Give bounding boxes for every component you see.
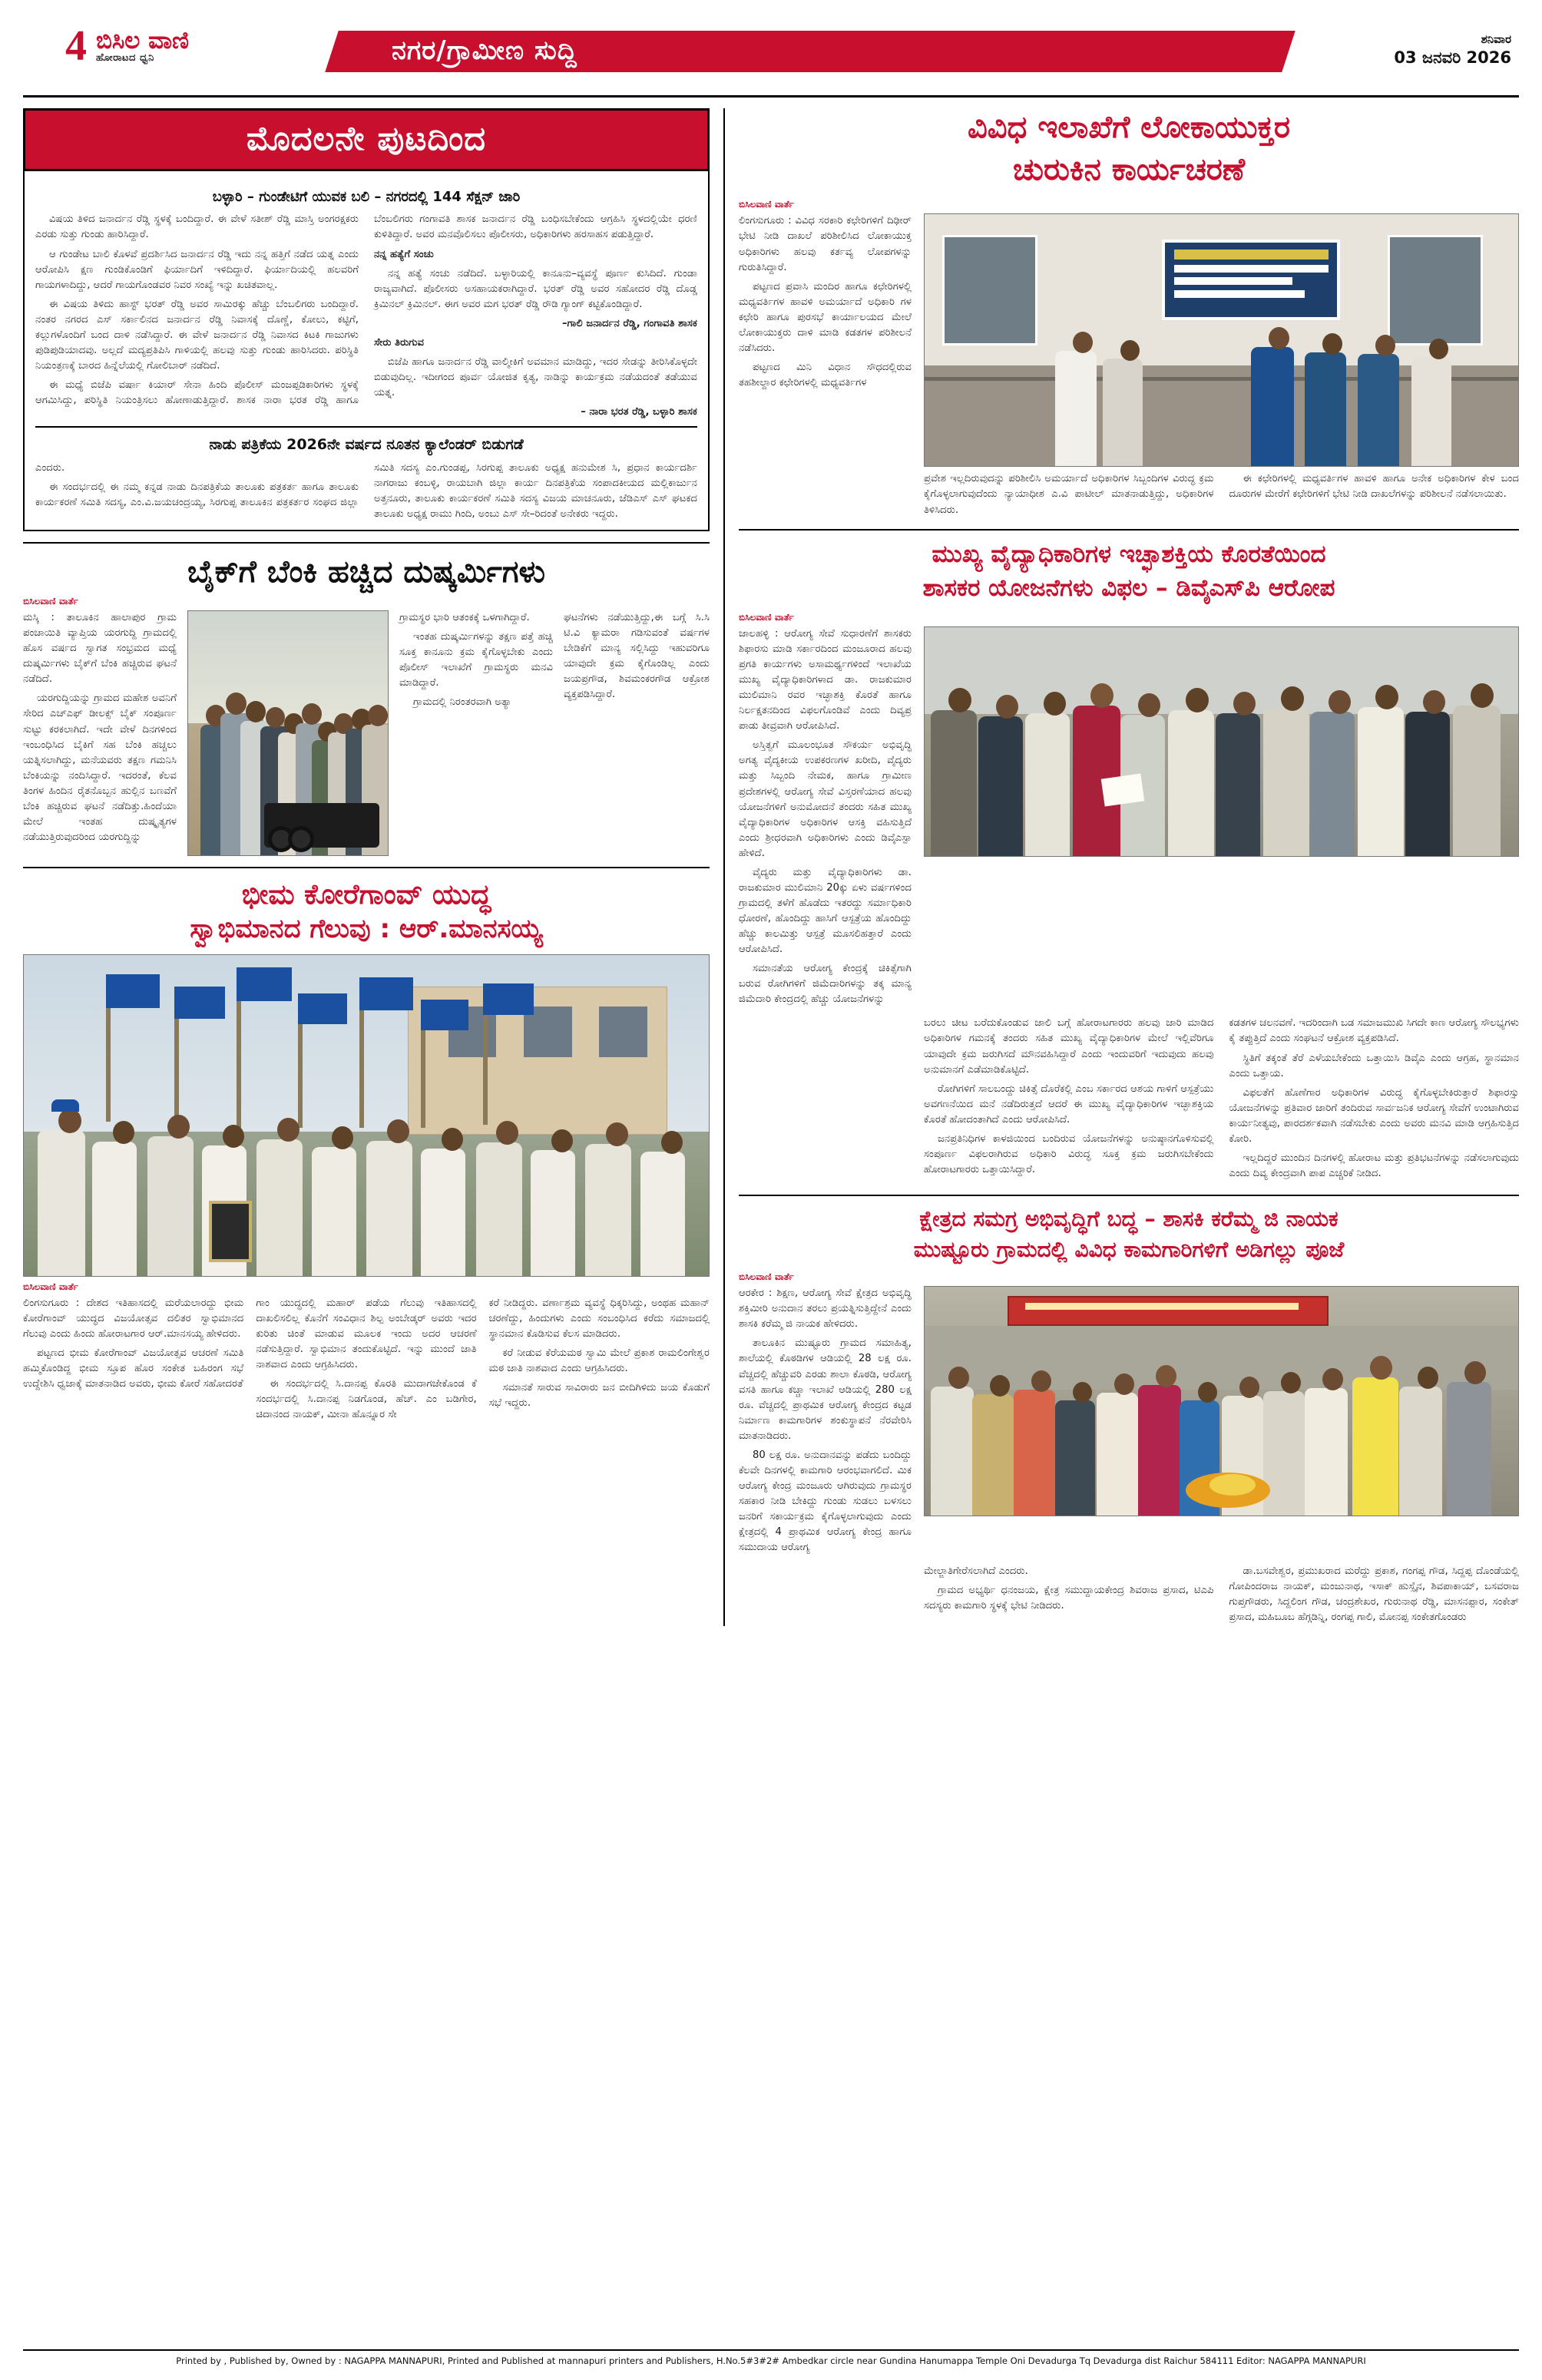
paragraph: ಪಟ್ಟಣದ ಭೀಮ ಕೋರೆಗಾಂವ್ ವಿಜಯೋತ್ಸವ ಆಚರಣೆ ಸಮಿತಿ ಹಮ್ಮಿಕೊಂಡಿದ್ದ ಭೀಮ ಸ್ತೂಪ ಹೊರ ಸಂಕೇತ ಬಹಿರಂಗ ಸಭೆ ಉದ್ದೇಶಿಸಿ ಧ್ವಜಾಕ್ಕೆ ಮಾತನಾಡಿದ ಅವರು, ಭೀಮ ಕೋರೆ ಸಹೋದರತೆ	[23, 1347, 244, 1390]
photo-health-protest	[924, 626, 1519, 857]
story-bike-col1	[23, 610, 177, 856]
story-koregaon-col1	[23, 1296, 243, 1427]
section-divider	[23, 867, 710, 868]
paragraph: ಸ್ಥಿತಿಗೆ ತಕ್ಕಂತೆ ತೆರೆ ಎಳೆಯಬೇಕೆಂದು ಒತ್ತಾಯಿಸಿ ಡಿವೈಎ ಎಂದು ಆಗ್ರಹ, ಸ್ಥಾನಮಾನ ಎಂದು ಒತ್ತಾಯ.	[1229, 1052, 1519, 1079]
paragraph-subhead: ಸೇರು ತಿರುಗುವ	[374, 336, 425, 349]
story-health-headline-1: ಮುಖ್ಯ ವೈದ್ಯಾಧಿಕಾರಿಗಳ ಇಚ್ಛಾಶಕ್ತಿಯ ಕೊರತೆಯಿಂದ	[931, 540, 1326, 568]
story-koregaon-headline-1: ಭೀಮ ಕೋರೆಗಾಂವ್ ಯುದ್ಧ	[241, 879, 491, 911]
story-calendar-body	[35, 461, 697, 522]
story-lokayukta-headline-1: ವಿವಿಧ ಇಲಾಖೆಗೆ ಲೋಕಾಯುಕ್ತರ	[967, 110, 1291, 145]
story-bike-headline: ಬೈಕ್‌ಗೆ ಬೆಂಕಿ ಹಚ್ಚಿದ ದುಷ್ಕರ್ಮಿಗಳು	[187, 554, 545, 590]
right-column	[723, 108, 1519, 1626]
publication-name: ಬಿಸಿಲ ವಾಣಿ	[96, 26, 189, 55]
story-bellary-body	[35, 212, 697, 420]
story-koregaon-byline: ಬಿಸಿಲವಾಣಿ ವಾರ್ತೆ	[23, 1281, 78, 1292]
story-health-col1	[739, 626, 912, 1012]
page-number: 4	[65, 22, 87, 70]
paragraph: ಕರೆ ನೀಡುವ ಕೆರೆಯಮಠ ಸ್ವಾಮಿ ಮೇಲೆ ಪ್ರಕಾಶ ರಾಮಲಿಂಗೇಶ್ವರ ಮಠ ಜಾತಿ ನಾಶವಾದ ಎಂದು ಆಗ್ರಹಿಸಿದರು.	[488, 1347, 710, 1374]
paragraph: ತಾಲೂಕಿನ ಮುಷ್ಟೂರು ಗ್ರಾಮದ ಸಮಾಹಿತ್ಯ, ಶಾಲೆಯಲ್ಲಿ ಕೊಠಡಿಗಳ ಆಡಿಯಲ್ಲಿ 28 ಲಕ್ಷ ರೂ. ವೆಚ್ಚದಲ್ಲಿ ಹೆಚ್ಚುವರಿ ಎರಡು ಶಾಲಾ ಕೊಠಡಿ, ಆರೋಗ್ಯ ವಸತಿ ಹಾಗೂ ಕಚ್ಚಾ ಇಲಾಖೆ ಆಡಿಯಲ್ಲಿ 280 ಲಕ್ಷ ರೂ. ವೆಚ್ಚದಲ್ಲಿ ಪ್ರಾಥಮಿಕ ಆರೋಗ್ಯ ಕೇಂದ್ರದ ಕಟ್ಟಡ ನಿರ್ಮಾಣ ಕಾಮಗಾರಿಗಳ ಶಂಕುಸ್ಥಾಪನೆ ನೆರವೇರಿಸಿ ಮಾತನಾಡಿದರು.	[739, 1337, 912, 1442]
story-koregaon-headline-2: ಸ್ವಾಭಿಮಾನದ ಗೆಲುವು : ಆರ್.ಮಾನಸಯ್ಯ	[190, 914, 543, 945]
photo-burnt-bike	[187, 610, 389, 856]
story-mla-col2	[924, 1564, 1519, 1625]
quote-attribution: –ಗಾಲಿ ಜನಾರ್ದನ ರೆಡ್ಡಿ, ಗಂಗಾವತಿ ಶಾಸಕ	[561, 317, 697, 329]
paragraph: ಇಲ್ಲದಿದ್ದರೆ ಮುಂದಿನ ದಿನಗಳಲ್ಲಿ ಹೋರಾಟ ಮತ್ತು ಪ್ರತಿಭಟನೆಗಳನ್ನು ನಡೆಸಲಾಗುವುದು ಎಂದು ದಿವ್ಯ ಕೇಂದ್ರವಾಗಿ ಪಾಪ ಎಚ್ಚರಿಕೆ ನೀಡಿದ.	[1229, 1152, 1519, 1179]
paragraph: ವೈದ್ಯರು ಮತ್ತು ವೈದ್ಯಾಧಿಕಾರಿಗಳು ಡಾ. ರಾಜಕುಮಾರ ಮುಲಿಮಾನಿ 20ಕ್ಕು ಏಳು ವರ್ಷಗಳಿಂದ ಗ್ರಾಮದಲ್ಲಿ ತಳೆಗೆ ಹೊಡೆದು ಇತರದ್ದು ಸರ್ಮಾಧಿಕಾರಿ ಧೋರಣೆ, ಹೊಂದಿದ್ದು ಹಾಸಿಗೆ ಆಸ್ಪತ್ರೆಯ ಹೊಂದಿದ್ದು ಹೆಚ್ಚು ಕಾಲಮಿತ್ತು ಆಸ್ಪತ್ರೆ ಮೂಸಲಿಹತ್ತಾರೆ ಎಂದು ಆರೋಪಿಸಿದೆ.	[739, 866, 912, 956]
publication-tagline: ಹೋರಾಟದ ಧ್ವನಿ	[96, 52, 154, 64]
story-mla-col1	[739, 1286, 912, 1559]
paragraph: ಡಾ.ಬಸವೇಶ್ವರ, ಪ್ರಮುಖರಾದ ಮರೆದ್ದು ಪ್ರಕಾಶ, ಗಂಗಪ್ಪ ಗೌಡ, ಸಿದ್ದಪ್ಪ ದೊಂಡೆಯಲ್ಲಿ ಗೋಪಿಂದರಾಜ ನಾಯಕ್, ಮಂಜುನಾಥ, ಇಸಾಕ್ ಹುಸ್ಸೈನ, ಶಿವಪಾಕಾಯ್, ಬಸವರಾಜ ಗುಪ್ತಗೌಡರು, ಸಿದ್ದಲಿಂಗ ಗೌಡ, ಚಂದ್ರಶೇಖರ, ಗುರುನಾಥ ರೆಡ್ಡಿ, ಮಾಸನಪ್ಪಾರ, ಸಂಕೇತ್ ಪ್ರಸಾದ, ಮಹಿಬೂಬ ಹೆಗ್ಗಡಿನ್ನಿ, ರಂಗಪ್ಪ ಗಾಲಿ, ಮೋನಪ್ಪ ಸಂಕೇತಗೊಂಡರು	[1229, 1565, 1519, 1624]
story-koregaon-col3	[489, 1296, 710, 1427]
story-lokayukta-headline-2: ಚುರುಕಿನ ಕಾರ್ಯಚರಣೆ	[1012, 152, 1246, 188]
story-lokayukta-byline: ಬಿಸಿಲವಾಣಿ ವಾರ್ತೆ	[739, 199, 794, 210]
jump-headline-text: ಮೊದಲನೇ ಪುಟದಿಂದ	[246, 120, 487, 158]
story-bike-col4	[564, 610, 710, 856]
story-health-byline: ಬಿಸಿಲವಾಣಿ ವಾರ್ತೆ	[739, 611, 794, 623]
paragraph: ಮಸ್ಕಿ : ತಾಲೂಕಿನ ಹಾಲಾಪುರ ಗ್ರಾಮ ಪಂಚಾಯಿತಿ ವ್ಯಾಪ್ತಿಯ ಯರಗುದ್ದಿ ಗ್ರಾಮದಲ್ಲಿ ಹೊಸ ವರ್ಷದ ಸ್ವಾಗತ ಸಂಭ್ರಮದ ಮಧ್ಯೆ ದುಷ್ಕರ್ಮಿಗಳು ಬೈಕ್‌ಗೆ ಬೆಂಕಿ ಹಚ್ಚಿರುವ ಘಟನೆ ನಡೆದಿದೆ.	[23, 612, 177, 686]
paragraph: ಈ ಕಛೇರಿಗಳಲ್ಲಿ ಮಧ್ಯವರ್ತಿಗಳ ಹಾವಳಿ ಹಾಗೂ ಅನೇಕ ಅಧಿಕಾರಿಗಳ ಕೇಳ ಬಂದ ದೂರುಗಳ ಮೇರೆಗೆ ಕಛೇರಿಗಳಿಗೆ ಭೇಟಿ ನೀಡಿ ದಾಖಲೆಗಳನ್ನು ಪರಿಶೀಲನೆ ನಡೆಸಲಾಯಿತು.	[1229, 473, 1519, 501]
paragraph: ಸಮಾನತೆ ಸಾರುವ ಸಾವಿರಾರು ಜನ ಬೀದಿಗಿಳಿದು ಜಯ ಕೊಡುಗೆ ಸಭೆ ಇದ್ದರು.	[488, 1381, 710, 1410]
section-divider	[23, 542, 710, 544]
paragraph: ಸಮಾನತೆಯ ಆರೋಗ್ಯ ಕೇಂದ್ರಕ್ಕೆ ಚಿಕಿತ್ಸೆಗಾಗಿ ಬರುವ ರೋಗಿಗಳಿಗೆ ಜಿಮೆದಾರಿಗಳನ್ನು ತಕ್ಕ ಮಾನ್ಯ ಜಿಮೆದಾರಿ ಕೇಂದ್ರದಲ್ಲಿ ಹೆಚ್ಚು ಯೋಜನೆಗಳನ್ನು	[739, 963, 912, 1006]
story-lokayukta-lower	[739, 471, 1519, 517]
paragraph: ಕಡತಗಳ ಚಲನವಣೆ. ಇದರಿಂದಾಗಿ ಬಡ ಸಮಾಜಮುಖಿ ಸಿಗದೇ ಕಾಣ ಆರೋಗ್ಯ ಸೌಲಭ್ಯಗಳು ಕೈ ತಪ್ಪುತ್ತಿದೆ ಎಂದು ಸಂಘಟನೆ ಆಕ್ರೋಶ ವ್ಯಕ್ತಪಡಿಸಿದೆ.	[1229, 1017, 1520, 1045]
paragraph: ಅಸ್ತಿತ್ವಗೆ ಮೂಲಂಭೂತ ಸೌಕರ್ಯ ಅಭಿವೃದ್ಧಿ ಅಗತ್ಯ ವೈದ್ಯಕೀಯ ಉಪಕರಣಗಳ ಖರೀದಿ, ವೈದ್ಯರು ಮತ್ತು ಸಿಬ್ಬಂದಿ ನೇಮಕ, ಹಾಗೂ ಗ್ರಾಮೀಣ ಪ್ರದೇಶಗಳಲ್ಲಿ ಆರೋಗ್ಯ ಸೇವೆ ವಿಸ್ತರಣೆಯಾದ ಹಲವು ಯೋಜನೆಗಳಿಗೆ ಅನುಮೋದನೆ ತಂದರು ಸಹಿತ ಮುಖ್ಯ ವೈದ್ಯಾಧಿಕಾರಿಗಳ ಅಧಿಕಾರಿಗಳ ಆಸಕ್ತಿ ವಹಿಸುತ್ತಿದೆ ಎಂದು ಶ್ರೀಧರವಾಗಿ ಅಧಿಕಾರಿಗಳು ಎಂದು ಡಿವೈಎಸ್ಪಾ ಹೇಳಿದೆ.	[739, 739, 912, 859]
paragraph: ಗ್ರಾಮದ ಅಭ್ಯರ್ಥಿ ಧನಂಜಯ, ಕ್ಷೇತ್ರ ಸಮುದ್ದಾಯಕೇಂದ್ರ ಶಿವರಾಜ ಪ್ರಸಾದ, ಟಿಎಪಿ ಸದಸ್ಯರು ಕಾಮಗಾರಿ ಸ್ಥಳಕ್ಕೆ ಭೇಟಿ ನೀಡಿದರು.	[924, 1585, 1214, 1612]
paragraph: ವಿಷಯ ತಿಳಿದ ಜನಾರ್ದನ ರೆಡ್ಡಿ ಸ್ಥಳಕ್ಕೆ ಬಂದಿದ್ದಾರೆ. ಈ ವೇಳೆ ಸತೀಶ್ ರೆಡ್ಡಿ ಮಾಸ್ತಿ ಅಂಗರಕ್ಷಕರು ಎರಡು ಸುತ್ತು ಗುಂಡು ಹಾರಿಸಿದ್ದಾರೆ.	[35, 213, 359, 241]
story-health-content	[739, 626, 1519, 1012]
masthead-date-block	[1289, 20, 1519, 68]
story-bellary-subhead: ಬಳ್ಳಾರಿ – ಗುಂಡೇಟಿಗೆ ಯುವಕ ಬಲಿ – ನಗರದಲ್ಲಿ 144 ಸೆಕ್ಷನ್ ಜಾರಿ	[212, 189, 521, 205]
paragraph: ಜನಪ್ರತಿನಿಧಿಗಳ ಕಾಳಜಿಯಿಂದ ಬಂದಿರುವ ಯೋಜನೆಗಳನ್ನು ಅನುಷ್ಠಾನಗೊಳಿಸುವಲ್ಲಿ ಸಂಪೂರ್ಣ ವಿಫಲರಾಗಿರುವ ಅಧಿಕಾರಿ ವಿರುದ್ಧ ಸೂಕ್ತ ಕ್ರಮ ಜರುಗಿಸಬೇಕೆಂದು ಹೋರಾಟಗಾರರು ಒತ್ತಾಯಿಸಿದ್ದಾರೆ.	[924, 1132, 1214, 1175]
paragraph: ಈ ವಿಷಯ ತಿಳಿದು ಹಾಸ್ಟ್ ಭರತ್ ರೆಡ್ಡಿ ಅವರ ಸಾಮಿರಕ್ಕು ಹೆಚ್ಚು ಬೆಂಬಲಿಗರು ಬಂದಿದ್ದಾರೆ. ನಂತರ ನಗರದ ಎಸ್ ಸರ್ಕಾಲಿನದ ಜನಾರ್ದನ ರೆಡ್ಡಿ ನಿವಾಸಕ್ಕೆ ದೊಣ್ಣೆ, ಕೋಲು, ಕಟ್ಟಿಗೆ, ಕಲ್ಲುಗಳೊಂದಿಗೆ ಬಂದ ದಾಳಿ ನಡೆಸಿದ್ದಾರೆ. ಈ ವೇಳೆ ಜನಾರ್ದನ ರೆಡ್ಡಿ ನಿವಾಸದ ಕಿಟಕಿ ಗಾಜುಗಳು ಪುಡಿಪುಡಿಯಾದವು. ಅಲ್ಲದೆ ಮದ್ಯಪ್ರತಿಪಿಸಿ ಗಾಳಿಯಲ್ಲಿ ಹಲವು ಸುತ್ತು ಗುಂಡು ಹಾರಿಸಿದರು. ಪರಿಸ್ಥಿತಿ ನಿಯಂತ್ರಣಕ್ಕೆ ಬಾರದ ಹಿನ್ನೆಲೆಯಲ್ಲಿ ಗೋಲಿಬಾರ್ ನಡೆದಿದೆ.	[35, 298, 359, 372]
story-health-col23	[924, 1016, 1519, 1183]
story-koregaon-col2	[256, 1296, 476, 1427]
section-title: ನಗರ/ಗ್ರಾಮೀಣ ಸುದ್ದಿ	[392, 35, 577, 66]
story-mla-headline-1: ಕ್ಷೇತ್ರದ ಸಮಗ್ರ ಅಭಿವೃದ್ಧಿಗೆ ಬದ್ಧ – ಶಾಸಕಿ ಕರೆಮ್ಮ ಜಿ ನಾಯಕ	[919, 1205, 1338, 1231]
paragraph: ಈ ಮಧ್ಯೆ ಬಿಜೆಪಿ ವರ್ಷಾ ಕಿಯಾರ್ ಸೇನಾ ಹಿಂದಿ ಪೊಲೀಸ್ ಮಂಜಪ್ಪಡಿಕಾರಿಗಳು ಸ್ಥಳಕ್ಕೆ ಆಗಮಿಸಿದ್ದು, ಪರಿಸ್ಥಿತಿ ನಿಯಂತ್ರಿಸಲು ಹೋಣಾಡುತ್ತಿದ್ದಾರೆ. ಶಾಸಕ ನಾರಾ ಭರತ ರೆಡ್ಡಿ ಹಾಗೂ ಬೆಂಬಲಿಗರು ಗಂಗಾವತಿ ಶಾಸಕ ಜನಾರ್ದನ ರೆಡ್ಡಿ ಬಂಧಿಸಬೇಕೆಂದು ಆಗ್ರಹಿಸಿ ಸ್ಥಳದಲ್ಲಿಯೇ ಧರಣಿ ಕುಳಿತಿದ್ದಾರೆ. ಅವರ ಮನವೊಲಿಸಲು ಪೊಲೀಸರು, ಅಧಿಕಾರಿಗಳು ಹರಸಾಹಸ ಪಡುತ್ತಿದ್ದಾರೆ.	[35, 213, 697, 407]
section-divider	[739, 529, 1519, 531]
page-footer: Printed by , Published by, Owned by : NAGAPPA MANNAPURI, Printed and Published at mannapuri printers and Publishers, H.No.5#3#2# Ambedkar circle near Gundina Hanumappa Temple Oni Devadurga Tq Devadurga dist Raichur 584111 Editor: NAGAPPA MANNAPURI	[23, 2349, 1519, 2366]
paragraph: ಗ್ರಾಮದಲ್ಲಿ ನಿರಂತರವಾಗಿ ಅತ್ಯಾ	[413, 696, 512, 709]
section-divider	[739, 1195, 1519, 1196]
masthead	[23, 20, 1519, 91]
paragraph: ಮೇಲ್ಜಾತಿಗೇರೆಸಲಾಗಿದೆ ಎಂದರು.	[924, 1565, 1028, 1578]
paragraph-subhead: ನನ್ನ ಹತ್ಯೆಗೆ ಸಂಚು	[374, 248, 434, 260]
masthead-section-band	[346, 20, 1289, 75]
paragraph: ಜಾಲಹಳ್ಳಿ : ಆರೋಗ್ಯ ಸೇವೆ ಸುಧಾರಣೆಗೆ ಶಾಸಕರು ಶಿಫಾರಸು ಮಾಡಿ ಸರ್ಕಾರದಿಂದ ಮಂಜೂರಾದ ಹಲವು ಪ್ರಗತಿ ಕಾರ್ಯಗಳು ಅಸಾಮರ್ಥ್ಯಗಳಿಂದೆ ಇಲಾಖೆಯ ಮುಖ್ಯ ವೈದ್ಯಾಧಿಕಾರಿಗಳಾದ ಡಾ. ರಾಜಕುಮಾರ ಮುಲಿಮಾನಿ ರವರ ಇಚ್ಛಾಶಕ್ತಿ ಕೊರತೆ ಹಾಗೂ ನಿರ್ಲಕ್ಷತನದಿಂದ ವಿಫಲಗೊಂಡಿವೆ ಎಂದು ದಿವ್ಯಪ್ರ ಪಾಡು ತೀವ್ರವಾಗಿ ಆರೋಪಿಸಿದೆ.	[739, 627, 912, 732]
paragraph: ಆರಕೇರ : ಶಿಕ್ಷಣ, ಆರೋಗ್ಯ ಸೇವೆ ಕ್ಷೇತ್ರದ ಅಭಿವೃದ್ಧಿ ಶಕ್ತಿಮೀರಿ ಅನುದಾನ ತರಲು ಪ್ರಯತ್ನಿಸುತ್ತಿದ್ದೇನೆ ಎಂದು ಶಾಸಕಿ ಕರೆಮ್ಮ ಜಿ ನಾಯಕ ಹೇಳಿದರು.	[739, 1288, 912, 1330]
paragraph: ಆ ಗುಂಡೇಟ ಬಾಲಿ ಕೊಳವೆ ಪ್ರದರ್ಶಿಸಿದ ಜನಾರ್ದನ ರೆಡ್ಡಿ ಇದು ನನ್ನ ಹತ್ತಿಗೆ ನಡೆದ ಯತ್ನ ಎಂದು ಆರೋಪಿಸಿ ಕ್ಷಣ ಗುಂಡಿಕೊಂಡಿಗೆ ಫಿರ್ಯಾದಿಗೆ ಇಳಿದಿದ್ದಾರೆ. ಫಿರ್ಯಾದಿಯಲ್ಲಿ ಹಲವರಿಗೆ ಗಾಯಗಳಾದಿದ್ದು, ಆದರೆ ಗಾಯಗೊಂಡವರ ನಿವರ ಸಂಖ್ಯೆ ಇನ್ನು ಖಚಿತವಾಲ್ಲ.	[35, 248, 359, 291]
paragraph: 80 ಲಕ್ಷ ರೂ. ಅನುದಾನವನ್ನು ಪಡೆದು ಬಂದಿದ್ದು ಕೆಲವೇ ದಿನಗಳಲ್ಲಿ ಕಾಮಗಾರಿ ಆರಂಭವಾಗಲಿದೆ. ಮಿಕ ಆರೋಗ್ಯ ಕೇಂದ್ರ ಮಂಜೂರು ಆಗಿರುವುದು ಗ್ರಾಮಸ್ಥರ ಸಹಕಾರ ನೀಡಿ ಬೇಕಿದ್ದು ಗುಂಡು ಸುಡಲು ಬಳಸಲು ಜನರಿಗೆ ಸಕಾರ್ಯಕ್ರಮ ಕೈಗೊಳ್ಳಲಾಗುವುದು ಎಂದು ಕ್ಷೇತ್ರದಲ್ಲಿ 4 ಪ್ರಾಥಮಿಕ ಆರೋಗ್ಯ ಕೇಂದ್ರ ಹಾಗೂ ಸಮುದಾಯ ಆರೋಗ್ಯ	[739, 1449, 912, 1554]
jump-headline-box	[23, 108, 710, 171]
paragraph: ನನ್ನ ಹತ್ಯೆ ಸಂಚು ನಡೆದಿದೆ. ಬಳ್ಳಾರಿಯಲ್ಲಿ ಕಾನೂನು–ವ್ಯವಸ್ಥೆ ಪೂರ್ಣ ಕುಸಿದಿದೆ. ಗುಂಡಾ ರಾಜ್ಯವಾಗಿದೆ. ಪೊಲೀಸರು ಅಸಹಾಯಕರಾಗಿದ್ದಾರೆ. ಭರತ್ ರೆಡ್ಡಿ ಅವರ ಸಹೋದರ ರೆಡ್ಡಿ ದೊಡ್ಡ ಕ್ರಿಮಿನಲ್ ಕ್ರಿಮಿನಲ್. ಈಗ ಅವರ ಮಗ ಭರತ್ ರೆಡ್ಡಿ ರೌಡಿ ಗ್ಯಾಂಗ್ ಕಟ್ಟಿಕೊಂಡಿದ್ದಾರೆ.	[374, 267, 697, 310]
quote-attribution: – ನಾರಾ ಭರತ ರೆಡ್ಡಿ, ಬಳ್ಳಾರಿ ಶಾಸಕ	[581, 406, 697, 418]
story-lokayukta-col1	[739, 213, 912, 467]
story-bike-col3	[399, 610, 553, 856]
paragraph: ಪ್ರವೇಶ ಇಲ್ಲದಿರುವುದನ್ನು ಪರಿಶೀಲಿಸಿ ಅಮರ್ಯಾದೆ ಅಧಿಕಾರಿಗಳ ಸಿಬ್ಬಂದಿಗಳ ವಿರುದ್ಧ ಕ್ರಮ ಕೈಗೊಳ್ಳಲಾಗುವುದೆಂದು ನ್ಯಾಯಾಧೀಶ ಎ.ವಿ ಪಾಟೀಲ್ ಮಾತನಾಡುತ್ತಿದ್ದು, ಅಧಿಕಾರಿಗಳ ತಿಳಿಸಿದರು.	[924, 473, 1214, 516]
story-bike-content	[23, 610, 710, 856]
date-label: 03 ಜನವರಿ 2026	[1394, 48, 1511, 67]
paragraph: ಗ್ರಾಮಸ್ಥರ ಭಾರಿ ಆತಂಕಕ್ಕೆ ಒಳಗಾಗಿದ್ದಾರೆ.	[399, 612, 530, 624]
photo-lokayukta-office	[924, 213, 1519, 467]
story-lokayukta-content	[739, 213, 1519, 467]
story-calendar-subhead: ನಾಡು ಪತ್ರಿಕೆಯ 2026ನೇ ವರ್ಷದ ನೂತನ ಕ್ಯಾಲೆಂಡರ್ ಬಿಡುಗಡೆ	[209, 436, 524, 454]
masthead-logo-block	[23, 20, 346, 68]
paragraph: ಬರಲು ಚೀಟ ಬರೆದುಕೊಂಡುವ ಜಾಲಿ ಬಗ್ಗೆ ಹೋರಾಟಗಾರರು ಹಲವು ಜಾರಿ ಮಾಡಿದ ಅಧಿಕಾರಿಗಳ ಗಮನಕ್ಕೆ ತಂದರು ಸಹಿತ ಮುಖ್ಯ ವೈದ್ಯಾಧಿಕಾರಿಗಳ ಮೇಲೆ ಇಲ್ಲಿವೆರಿಗೂ ಯಾವುದೇ ಕ್ರಮ ಜರುಗಿಸದೆ ಮೌನವಹಿಸಿದ್ದಾರೆ ಎಂದು ಇಂದುವರಿಗೆ ಇದುವುದು ಹಲವು ಅನುಮಾನಗೆ ಎಡೆಮಾಡಿಕೊಟ್ಟಿದೆ.	[924, 1017, 1214, 1076]
paragraph: ಯರಗುದ್ದಿಯನ್ನು ಗ್ರಾಮದ ಮಹೇಶ ಅವನಿಗೆ ಸೇರಿದ ಎಚ್ಎಫ್ ಡೀಲಕ್ಸ್ ಬೈಕ್ ಸಂಪೂರ್ಣ ಸುಟ್ಟು ಕರಕಲಾಗಿದೆ. ಇದೇ ವೇಳೆ ದಿನಗಳಿಂದ ಇಂಬಂಧಿಸಿದ ಬೈಕಿಗೆ ಸಹ ಬೆಂಕಿ ಹಚ್ಚಲು ಯತ್ನಿಸಲಾಗಿದ್ದು, ಮನೆಯವರು ತಕ್ಷಣ ಗಮನಿಸಿ ಬೆಂಕಿಯನ್ನು ನಂದಿಸಿದ್ದಾರೆ. ಇದರಂತೆ, ಕೆಲವ ತಿಂಗಳ ಹಿಂದಿನ ರೈತನೊಬ್ಬನ ಹುಲ್ಲಿನ ಬಣವೆಗೆ ಬೆಂಕಿ ಹಚ್ಚಿರುವ ಘಟನೆ ನಡೆದಿತ್ತು.ಹಿಂದೆಯಾ ಮೇಲೆ ಇಂತಹ ದುಷ್ಕೃತ್ಯಗಳ ನಡೆಯುತ್ತಿರುವುದರಿಂದ ಯರಗುದ್ದಿನ್ನು	[23, 693, 177, 843]
story-bellary-shooting	[23, 171, 710, 531]
story-mla-col1b	[739, 1564, 912, 1625]
story-mla-byline: ಬಿಸಿಲವಾಣಿ ವಾರ್ತೆ	[739, 1271, 794, 1283]
paragraph: ಲಿಂಗಸುಗೂರು : ದೇಶದ ಇತಿಹಾಸದಲ್ಲಿ ಮರೆಯಲಾರದ್ದು ಭೀಮ ಕೋರೆಗಾಂವ್ ಯುದ್ಧದ ವಿಜಯೋತ್ಸವ ದಲಿತರ ಸ್ವಾಭಿಮಾನದ ಗೆಲುವು ಎಂದು ಹಿಂದು ಹೋರಾಟಗಾರ ಆರ್.ಮಾನಸಯ್ಯ ಹೇಳಿದರು.	[23, 1297, 244, 1340]
paragraph: ಬಿಜೆಪಿ ಹಾಗೂ ಜನಾರ್ದನ ರೆಡ್ಡಿ ವಾಲ್ಮೀಕಿಗೆ ಅವಮಾನ ಮಾಡಿದ್ದು, ಇದರ ಸೇಡನ್ನು ತೀರಿಸಿಕೊಳ್ಳದೇ ಬಿಡುವುದಿಲ್ಲ. ಇದೀಗಂದ ಪೂರ್ವ ಯೋಜಿತ ಕೃತ್ಯ, ನಾಡಿನ್ನು ಕಾರ್ಯಕ್ರಮ ನಡೆಯದಂತೆ ತಡೆಯುವ ಯತ್ನ.	[374, 355, 697, 399]
paragraph: ಈ ಸಂದರ್ಭದಲ್ಲಿ ಸಿ.ದಾನಪ್ಪ ಕೊರತಿ ಮುದಾಗಜೇಕೊಂಡ ಕೆ ಸಂದರ್ಭದಲ್ಲಿ ಸಿ.ದಾನಪ್ಪ ನಿಡಗೊಂಡ, ಹೆಚ್. ಎಂ ಬಡಿಗೇರ, ಚಿದಾನಂದ ನಾಯಕ್, ಮೀನಾ ಹೊನ್ನೂರ ಸೇ	[256, 1377, 477, 1421]
photo-foundation-ceremony	[924, 1286, 1519, 1516]
left-column	[23, 108, 723, 1626]
paragraph: ಲಿಂಗಸುಗೂರು : ವಿವಿಧ ಸರಕಾರಿ ಕಛೇರಿಗಳಿಗೆ ದಿಢೀರ್ ಭೇಟಿ ನೀಡಿ ದಾಖಲೆ ಪರಿಶೀಲಿಸಿದ ಲೋಕಾಯುಕ್ತ ಅಧಿಕಾರಿಗಳು ಹಲವು ಕರ್ತವ್ಯ ಲೋಪಗಳನ್ನು ಗುರುತಿಸಿದ್ದಾರೆ.	[739, 215, 912, 273]
day-label: ಶನಿವಾರ	[1481, 32, 1511, 46]
paragraph: ಘಟನೆಗಳು ನಡೆಯುತ್ತಿದ್ದು,ಈ ಬಗ್ಗೆ ಸಿ.ಸಿ ಟಿ.ವಿ ಕ್ಯಾಮರಾ ಗಡಿಸುವಂತೆ ವರ್ಷಗಳ ಬೇಡಿಕೆಗೆ ಮಾನ್ಯ ಸಲ್ಲಿಸಿದ್ದು ಇಹುವರಿಗೂ ಯಾವುದೇ ಕ್ರಮ ಕೈಗೊಂಡಿಲ್ಲ ಎಂದು ಜಯಪ್ರಗೌಡ, ಶಿವಮಂಕರಗೌಡ ಆಕ್ರೋಶ ವ್ಯಕ್ತಪಡಿಸಿದ್ದಾರೆ.	[564, 612, 710, 701]
paragraph: ವಿಫಲತೆಗೆ ಹೊಣೆಗಾರ ಅಧಿಕಾರಿಗಳ ವಿರುದ್ಧ ಕೈಗೊಳ್ಳಬೇಕಿರುತ್ತಾರೆ ಶಿಫಾರಸ್ಸು ಯೋಜನೆಗಳನ್ನು ಪ್ರತಿವಾರ ಜಾರಿಗೆ ತಂದಿರುವ ಸಾರ್ವಜನಿಕ ಆರೋಗ್ಯ ಸೇವೆಗೆ ಉಂಟಾಗಿರುವ ಕಾರ್ಯನೀತ್ಯವು, ಪಾರದರ್ಶಕವಾಗಿ ನಡೆಸಬೇಕು ಎಂದು ಅವರು ಮನವಿ ಮಾಡಿ ಆಗ್ರಹಿಸುತ್ತಿದ ಕೋರಿ.	[1229, 1086, 1519, 1145]
paragraph: ಈ ಸಂದರ್ಭದಲ್ಲಿ ಈ ನಮ್ಮ ಕನ್ನಡ ನಾಡು ದಿನಪತ್ರಿಕೆಯ ತಾಲೂಕು ಪತ್ರಕರ್ತ ಹಾಗೂ ತಾಲೂಕು ಕಾರ್ಯಕರಣೆ ಸಮಿತಿ ಸದಸ್ಯ, ಎಂ.ವಿ.ಜಯಚಂದ್ರಯ್ಯ, ಸಿರಗುಪ್ಪ ತಾಲೂಕಿನ ಪತ್ರಕರ್ತರ ಸಂಘದ ಜಿಲ್ಲಾ ಸಮಿತಿ ಸದಸ್ಯ ಎಂ.ಗುಂಡಪ್ಪ, ಸಿರಗುಪ್ಪ ತಾಲೂಕು ಅಧ್ಯಕ್ಷ ಹನುಮೇಶ ಸಿ, ಪ್ರಧಾನ ಕಾರ್ಯದರ್ಶಿ ನಾಗರಾಜು ಕಂಬಳ್ಳಿ, ರಾಯಬಾಗಿ ಜಿಲ್ಲಾ ಕಾರ್ಯ ದಿನಪತ್ರಿಕೆಯ ಸಂಪಾದಕೀಯದ ಮಲ್ಲಿಕಾರ್ಜುನ ಅತ್ತನೂರು, ತಾಲೂಕು ಕಾರ್ಯಕರಣೆ ಸಮಿತಿ ಸದಸ್ಯ ವಿಜಯ ಮಾಚನೂರು, ಜೆಡಿಎಸ್ ಎಸ್ ಘಟಕದ ತಾಲೂಕು ಅಧ್ಯಕ್ಷ ರಾಮು ಗಿಂದಿ, ಅಂಬು ಎಸ್ ಸೇ–ರಿದಂತೆ ಅನೇಕರು ಇದ್ದರು.	[35, 461, 697, 521]
masthead-rule	[23, 95, 1519, 98]
paragraph: ಗಾಂ ಯುದ್ಧದಲ್ಲಿ ಮಹಾರ್ ಪಡೆಯ ಗೆಲುವು ಇತಿಹಾಸದಲ್ಲಿ ದಾಖಲಿಸಲಿಲ್ಲ ಕೊನೆಗೆ ಸಂವಿಧಾನ ಶಿಲ್ಪ ಅಂಬೇಡ್ಕರ್ ಅವರು ಇದರ ಕುರಿತು ಚಿಂತೆ ಮಾಡುವ ಮೂಲಕ ಇಂದು ಅದರ ಆಚರಣೆ ನಡೆಸುತ್ತಿದ್ದಾರೆ. ಸ್ವಾಭಿಮಾನ ತಂದುಕೊಟ್ಟಿದೆ. ಇನ್ನು ಮುಂದೆ ಜಾತಿ ನಾಶವಾದ ಎಂದು ಆಗ್ರಹಿಸಿದರು.	[256, 1297, 477, 1370]
story-bike-byline: ಬಿಸಿಲವಾಣಿ ವಾರ್ತೆ	[23, 596, 78, 607]
paragraph: ಇಂತಹ ದುಷ್ಕರ್ಮಿಗಳನ್ನು ತಕ್ಷಣ ಪತ್ತೆ ಹಚ್ಚಿ ಸೂಕ್ತ ಕಾನೂನು ಕ್ರಮ ಕೈಗೊಳ್ಳಬೇಕು ಎಂದು ಪೊಲೀಸ್ ಇಲಾಖೆಗೆ ಗ್ರಾಮಸ್ಥರು ಮನವಿ ಮಾಡಿದ್ದಾರೆ.	[399, 631, 553, 689]
story-health-headline-2: ಶಾಸಕರ ಯೋಜನೆಗಳು ವಿಫಲ – ಡಿವೈಎಸ್‌ಪಿ ಆರೋಪ	[922, 574, 1335, 603]
story-health-lower	[739, 1016, 1519, 1183]
paragraph: ಪಟ್ಟಣದ ಮಿನಿ ವಿಧಾನ ಸೌಧದಲ್ಲಿರುವ ತಹಶೀಲ್ದಾರ ಕಛೇರಿಗಳಲ್ಲಿ ಮಧ್ಯವರ್ತಿಗಳ	[739, 361, 912, 388]
story-lokayukta-col2	[924, 471, 1519, 517]
story-mla-lower	[739, 1564, 1519, 1625]
paragraph: ಕರೆ ನೀಡಿದ್ದರು. ವರ್ಣಾಶ್ರಮ ವ್ಯವಸ್ಥೆ ಧಿಕ್ಕರಿಸಿದ್ದು, ಅಂಥಹ ಮಹಾನ್ ಚರಣೆದ್ದು, ಹಿಂದುಗಳು ಎಂದು ಸಂಬಂಧಿಸಿದ ಕರೆದು ಸಮಾಜದಲ್ಲಿ ಸ್ಥಾನಮಾನ ಕೊಡಿಸುವ ಕೆಲಸ ಮಾಡಿದರು.	[488, 1297, 710, 1340]
paragraph: ಪಟ್ಟಣದ ಪ್ರವಾಸಿ ಮಂದಿರ ಹಾಗೂ ಕಛೇರಿಗಳಲ್ಲಿ ಮಧ್ಯವರ್ತಿಗಳ ಹಾವಳಿ ಅಮರ್ಯಾದೆ ಅಧಿಕಾರಿ ಗಳ ಕಛೇರಿ ಹಾಗೂ ಪುರಸಭೆ ಕಾರ್ಯಾಲಯದ ಮೇಲೆ ಲೋಕಾಯುಕ್ತರು ದಾಳಿ ಮಾಡಿ ಕಡತಗಳ ಪರಿಶೀಲನೆ ನಡೆಸಿದರು.	[739, 280, 912, 354]
story-koregaon-body	[23, 1296, 710, 1427]
photo-koregaon-rally	[23, 954, 710, 1277]
paragraph: ರೋಗಿಗಳಿಗೆ ಸಾಲಬಂದ್ದು ಚಿಕಿತ್ಸೆ ದೊರೆಕಲ್ಲಿ ಎಂಬ ಸರ್ಕಾರದ ಆಶಯ ಗಾಳಿಗೆ ಆಸ್ಪತ್ರೆಯು ಅವಗಣನೆಯಿದ ಮನೆ ನಡೆದಿರುತ್ತದೆ ಆದರೆ ಈ ಮುಖ್ಯ ವೈದ್ಯಾಧಿಕಾರಿಗಳ ಇಚ್ಛಾಶಕ್ತಿಯ ಕೊರತೆ ಹೋದಂತಾಗಿದೆ ಎಂದು ಆರೋಪಿಸಿದೆ.	[924, 1083, 1214, 1126]
paragraph: ಎಂದರು.	[35, 461, 65, 474]
story-mla-headline-2: ಮುಷ್ಟೂರು ಗ್ರಾಮದಲ್ಲಿ ವಿವಿಧ ಕಾಮಗಾರಿಗಳಿಗೆ ಅಡಿಗಲ್ಲು ಪೂಜೆ	[913, 1237, 1345, 1263]
story-mla-content	[739, 1286, 1519, 1559]
